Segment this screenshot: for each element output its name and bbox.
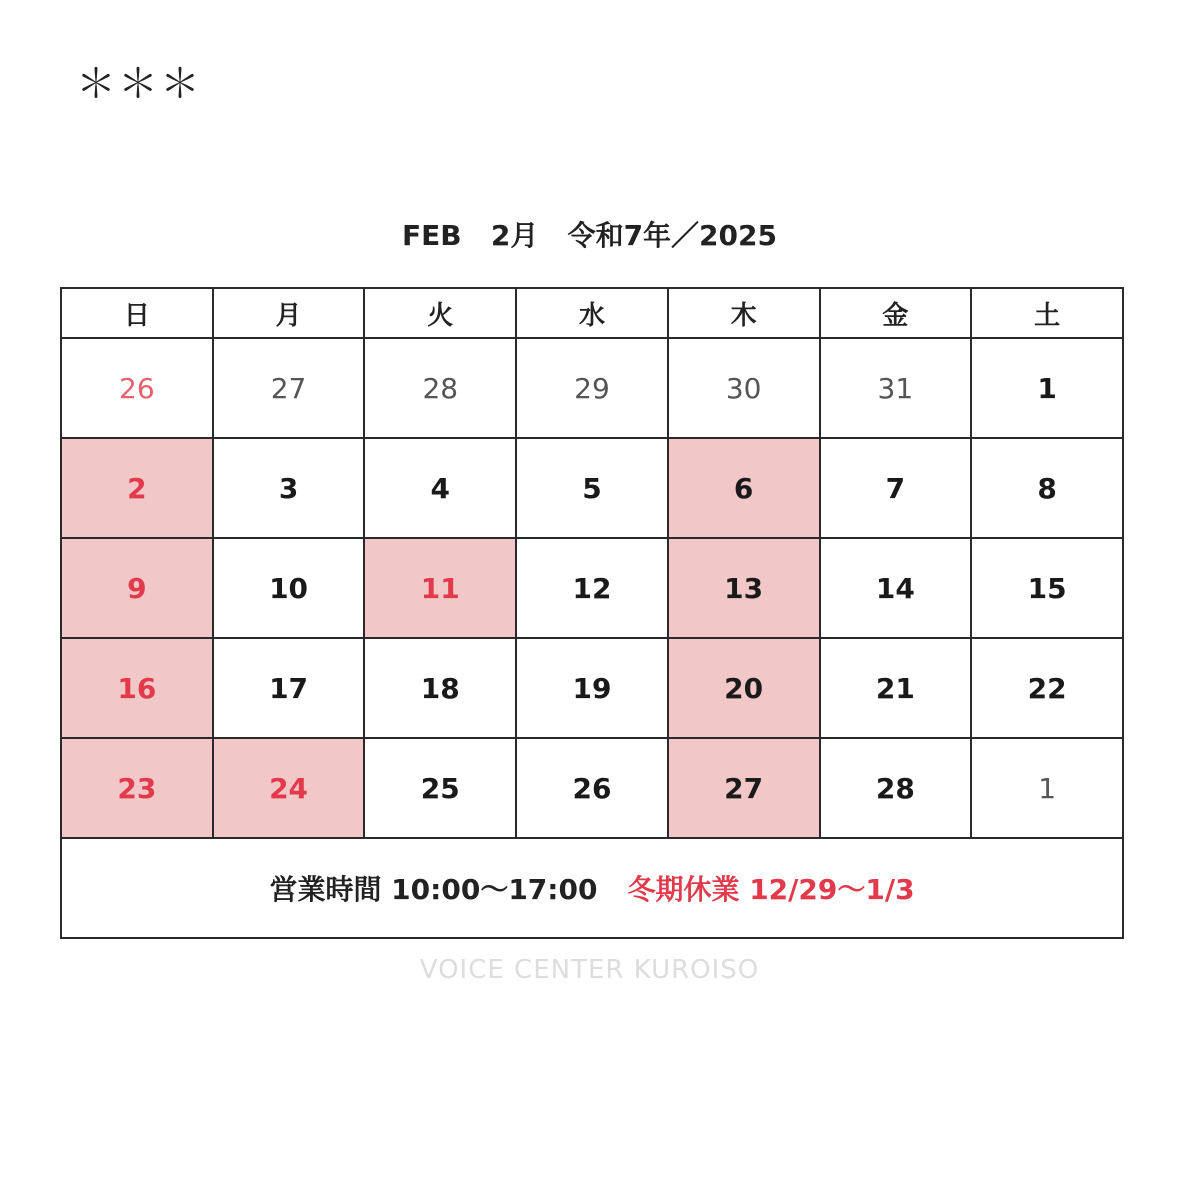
day-cell-closed: 27 xyxy=(668,738,820,838)
weekday-wed: 水 xyxy=(516,288,668,338)
week-row xyxy=(61,738,1123,838)
day-cell: 1 xyxy=(971,338,1123,438)
week-row xyxy=(61,338,1123,438)
week-row xyxy=(61,638,1123,738)
brand-watermark: VOICE CENTER KUROISO xyxy=(419,955,760,985)
day-cell: 21 xyxy=(820,638,972,738)
day-cell: 31 xyxy=(820,338,972,438)
day-cell-closed: 13 xyxy=(668,538,820,638)
day-cell: 19 xyxy=(516,638,668,738)
day-cell-closed: 2 xyxy=(61,438,213,538)
weekday-thu: 木 xyxy=(668,288,820,338)
calendar-body xyxy=(61,338,1123,938)
title-era-year: 令和7年／2025 xyxy=(567,219,777,252)
day-cell: 3 xyxy=(213,438,365,538)
day-cell-closed: 11 xyxy=(364,538,516,638)
day-cell: 27 xyxy=(213,338,365,438)
weekday-tue: 火 xyxy=(364,288,516,338)
day-cell-closed: 23 xyxy=(61,738,213,838)
header-asterisks: ＊＊＊ xyxy=(76,61,202,107)
day-cell-closed: 9 xyxy=(61,538,213,638)
day-cell: 28 xyxy=(364,338,516,438)
weekday-sun: 日 xyxy=(61,288,213,338)
week-row xyxy=(61,538,1123,638)
business-notes xyxy=(61,838,1123,938)
title-month-jp: 2月 xyxy=(490,219,539,252)
day-cell: 25 xyxy=(364,738,516,838)
business-hours: 営業時間 10:00〜17:00 xyxy=(269,873,598,906)
day-cell: 26 xyxy=(516,738,668,838)
day-cell: 4 xyxy=(364,438,516,538)
day-cell-closed: 6 xyxy=(668,438,820,538)
day-cell: 15 xyxy=(971,538,1123,638)
day-cell: 7 xyxy=(820,438,972,538)
weekday-sat: 土 xyxy=(971,288,1123,338)
winter-closure: 冬期休業 12/29〜1/3 xyxy=(627,873,915,906)
day-cell-closed: 16 xyxy=(61,638,213,738)
day-cell: 12 xyxy=(516,538,668,638)
calendar-table xyxy=(60,287,1124,939)
week-row xyxy=(61,438,1123,538)
calendar-title xyxy=(0,214,1179,254)
day-cell: 1 xyxy=(971,738,1123,838)
day-cell: 30 xyxy=(668,338,820,438)
day-cell-closed: 20 xyxy=(668,638,820,738)
day-cell-closed: 24 xyxy=(213,738,365,838)
day-cell: 10 xyxy=(213,538,365,638)
day-cell: 18 xyxy=(364,638,516,738)
day-cell: 17 xyxy=(213,638,365,738)
day-cell: 29 xyxy=(516,338,668,438)
day-cell: 5 xyxy=(516,438,668,538)
day-cell: 28 xyxy=(820,738,972,838)
title-month-en: FEB xyxy=(401,219,462,252)
notes-row xyxy=(61,838,1123,938)
weekday-header-row xyxy=(61,288,1123,338)
day-cell: 22 xyxy=(971,638,1123,738)
weekday-mon: 月 xyxy=(213,288,365,338)
weekday-fri: 金 xyxy=(820,288,972,338)
day-cell: 26 xyxy=(61,338,213,438)
day-cell: 8 xyxy=(971,438,1123,538)
day-cell: 14 xyxy=(820,538,972,638)
